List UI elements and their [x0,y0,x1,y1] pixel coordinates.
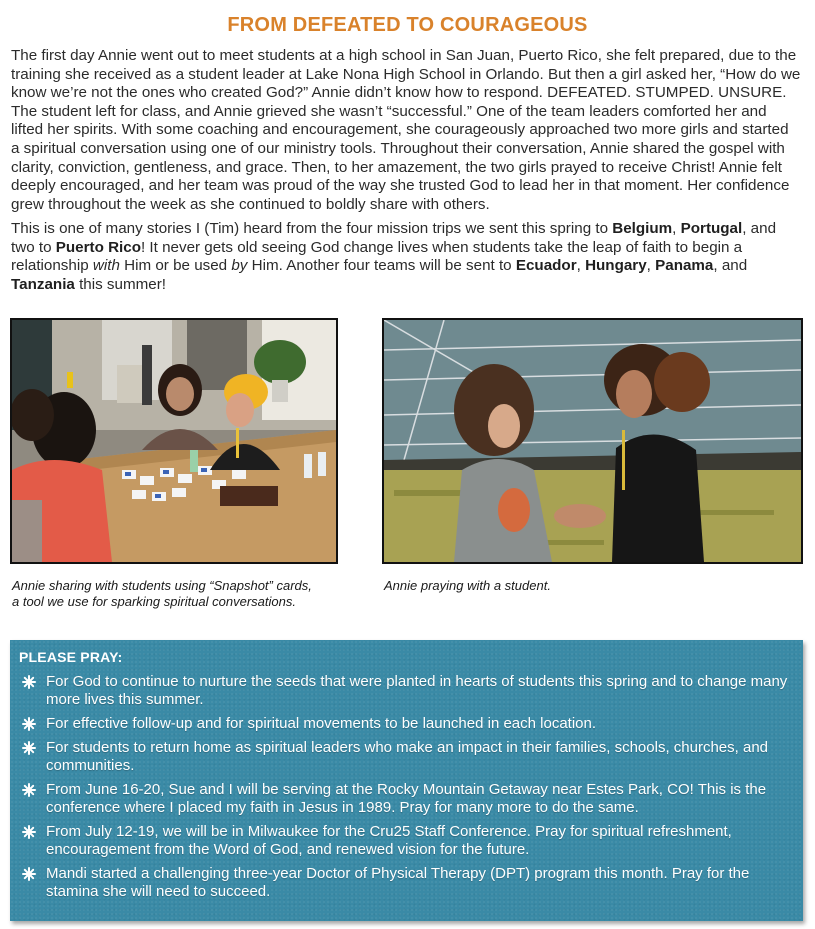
prayer-item-text: For students to return home as spiritual leaders who make an impact in their families, schools, churches, and communities. [46,739,769,774]
prayer-item-text: From June 16-20, Sue and I will be serving at the Rocky Mountain Getaway near Estes Park, CO! This is the conference where I placed my faith in Jesus in 1989. Pray for many more to do the same. [46,781,767,816]
country-ecuador: Ecuador [515,257,577,275]
starburst-bullet-icon [22,717,36,731]
country-tanzania: Tanzania [11,275,75,293]
text-run: , [646,257,656,275]
text-run: Him. Another four teams will be sent to [247,257,516,275]
article-heading: FROM DEFEATED TO COURAGEOUS [227,14,588,36]
country-belgium: Belgium [612,220,673,237]
prayer-item-text: From July 12-19, we will be in Milwaukee for the Cru25 Staff Conference. Pray for spiritual refreshment, encouragement from the Word of God, and renewed vision for the future. [46,823,732,858]
emphasis-by: by [231,257,248,275]
prayer-item-text: Mandi started a challenging three-year Doctor of Physical Therapy (DPT) program this month. Pray for the stamina she will need to succeed. [46,865,750,900]
story-paragraph-1: The first day Annie went out to meet students at a high school in San Juan, Puerto Rico, she felt prepared, due to the training she received as a student leader at Lake Nona High School in Orlando. But then a girl asked her, “How do we know we’re not the ones who created God?” Annie didn’t know how to respond. DEFEATED. STUMPED. UNSURE. The student left for class, and Annie grieved she wasn’t “successful.” One of the team leaders comforted her and lifted her spirits. With some coaching and encouragement, she courageously approached two more girls and started a spiritual conversation using one of our ministry tools. Throughout their conversation, Annie shared the gospel with clarity, conviction, gentleness, and grace. Then, to her amazement, the two girls prayed to receive Christ! Annie felt deeply encouraged, and her team was proud of the way she trusted God to lead her in that moment. Her confidence grew throughout the week as she continued to boldly share with others. [11,47,801,213]
starburst-bullet-icon [22,783,36,797]
prayer-item [10,715,803,733]
text-run: , [672,220,681,237]
starburst-bullet-icon [22,741,36,755]
text-run: , and two to [11,220,777,256]
story-paragraph-2 [11,220,801,294]
text-run: ! It never gets old seeing God change lives when students take the leap of faith to begin a relationship [11,238,743,275]
text-run: , and [713,257,748,275]
country-panama: Panama [655,257,714,275]
prayer-requests-box [10,640,803,921]
country-puerto-rico: Puerto Rico [55,238,141,256]
starburst-bullet-icon [22,867,36,881]
prayer-item-text: For effective follow-up and for spiritual movements to be launched in each location. [46,715,597,732]
prayer-list [10,673,803,907]
country-hungary: Hungary [585,257,647,275]
prayer-item [10,673,803,709]
prayer-item [10,781,803,817]
text-run: , [576,257,586,275]
starburst-bullet-icon [22,825,36,839]
text-run: Him or be used [119,257,232,275]
photo-illustration [384,320,801,562]
photo-students-snapshot-cards [10,318,338,564]
text-run: this summer! [74,275,166,293]
country-portugal: Portugal [680,220,743,237]
photo-caption-left: Annie sharing with students using “Snapshot” cards, a tool we use for sparking spiritual conversations. [12,578,312,609]
photo-caption-right: Annie praying with a student. [384,578,551,593]
emphasis-with: with [92,257,120,275]
prayer-item-text: For God to continue to nurture the seeds that were planted in hearts of students this spring and to change many more lives this summer. [46,673,788,708]
photo-illustration [12,320,336,562]
text-run: This is one of many stories I (Tim) heard from the four mission trips we sent this spring to [11,220,613,237]
photo-annie-praying [382,318,803,564]
prayer-item [10,823,803,859]
prayer-item [10,865,803,901]
prayer-title: PLEASE PRAY: [19,649,123,665]
prayer-item [10,739,803,775]
starburst-bullet-icon [22,675,36,689]
